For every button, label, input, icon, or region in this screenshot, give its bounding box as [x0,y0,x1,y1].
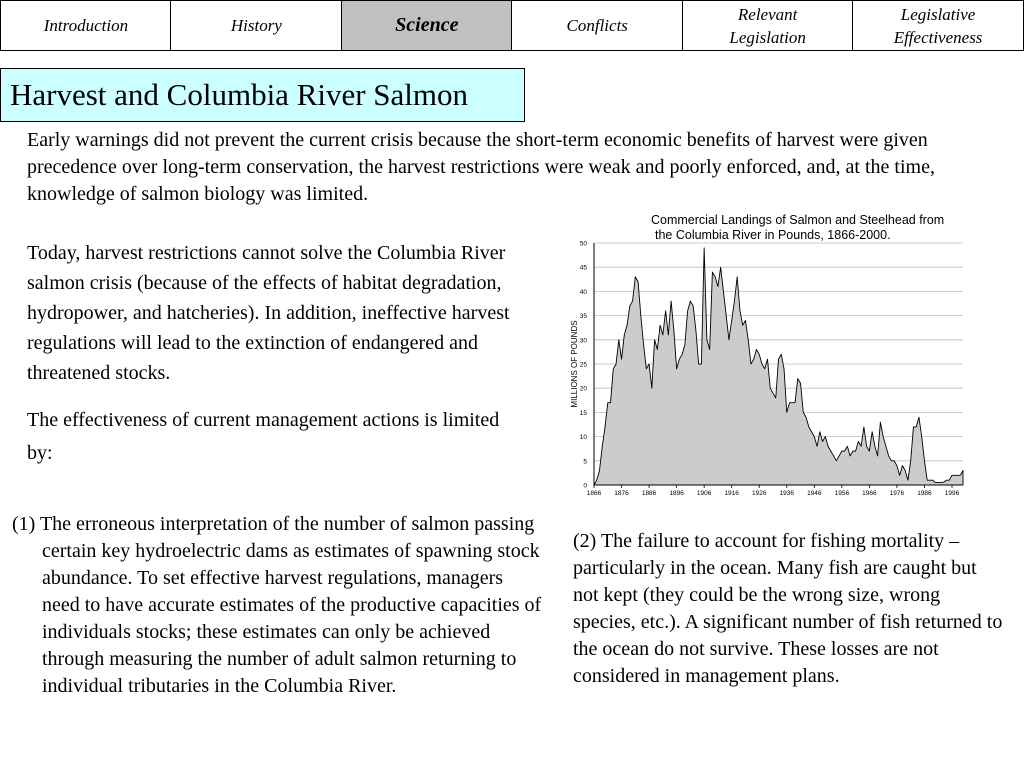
y-tick-label: 30 [579,337,587,345]
tab-label: History [230,16,282,35]
y-tick-label: 35 [579,313,587,321]
x-tick-label: 1966 [862,490,877,497]
x-tick-label: 1946 [807,490,822,497]
y-axis-label: MILLIONS OF POUNDS [570,320,579,408]
today-paragraph: Today, harvest restrictions cannot solve the Columbia River salmon crisis (because of the effects of habitat degradation, hydropower, and hatcheries). In addition, ineffective harvest regulations will lead to the extinction of endangered and threatened stocks. [27,242,510,384]
nav-bar [0,0,1024,51]
x-tick-label: 1876 [614,490,629,497]
chart-title-line2: the Columbia River in Pounds, 1866-2000. [655,228,891,242]
x-tick-label: 1886 [641,490,657,497]
point-one-paragraph: (1) The erroneous interpretation of the number of salmon passing certain key hydroelectric dams as estimates of spawning stock abundance. To set effective harvest regulations, managers need to have accurate estimates of the productive capacities of individuals stocks; these estimates can only be achieved through measuring the number of adult salmon returning to individual tributaries in the Columbia River. [12,513,542,697]
y-tick-label: 25 [579,361,587,369]
intro-paragraph: Early warnings did not prevent the current crisis because the short-term economic benefits of harvest were given precedence over long-term conservation, the harvest restrictions were weak and poorly enforced, and, at the time, knowledge of salmon biology was limited. [27,129,935,205]
effectiveness-paragraph: The effectiveness of current management actions is limited by: [27,409,500,464]
tab-history[interactable] [170,0,342,51]
tab-conflicts[interactable] [511,0,683,51]
page-title: Harvest and Columbia River Salmon [0,68,525,122]
x-tick-label: 1936 [779,490,794,497]
tab-introduction[interactable] [0,0,172,51]
x-tick-label: 1866 [586,490,602,497]
x-tick-label: 1976 [889,490,905,497]
y-tick-label: 5 [583,458,587,466]
tab-science[interactable] [341,0,513,51]
landings-chart-svg [560,206,970,498]
tab-label: Conflicts [566,16,628,35]
y-tick-label: 10 [579,434,587,442]
y-tick-label: 20 [579,385,587,393]
landings-series-area [594,248,963,485]
tab-label: Introduction [43,16,129,35]
x-tick-label: 1996 [944,490,960,497]
x-tick-label: 1956 [834,490,850,497]
y-tick-label: 0 [583,482,587,490]
tab-label: Science [395,14,459,36]
x-tick-label: 1926 [751,490,767,497]
tab-label: Legislative Effectiveness [893,4,983,47]
tab-relevant-legislation[interactable] [682,0,854,51]
landings-chart [560,206,970,498]
tab-legislative-effectiveness[interactable] [852,0,1024,51]
x-tick-label: 1916 [724,490,739,497]
chart-title-line1: Commercial Landings of Salmon and Steelhead from [651,213,945,227]
tab-label: Relevant Legislation [729,4,806,47]
y-tick-label: 40 [579,288,587,296]
y-tick-label: 50 [579,240,587,248]
x-tick-label: 1906 [696,490,712,497]
y-tick-label: 45 [579,264,587,272]
x-tick-label: 1986 [917,490,932,497]
point-two-paragraph: (2) The failure to account for fishing mortality – particularly in the ocean. Many fish are caught but not kept (they could be the wrong size, wrong species, etc.). A significant number of fish returned to the ocean do not survive. These losses are not considered in management plans. [573,530,1003,687]
y-tick-label: 15 [579,409,587,417]
x-tick-label: 1896 [669,490,684,497]
